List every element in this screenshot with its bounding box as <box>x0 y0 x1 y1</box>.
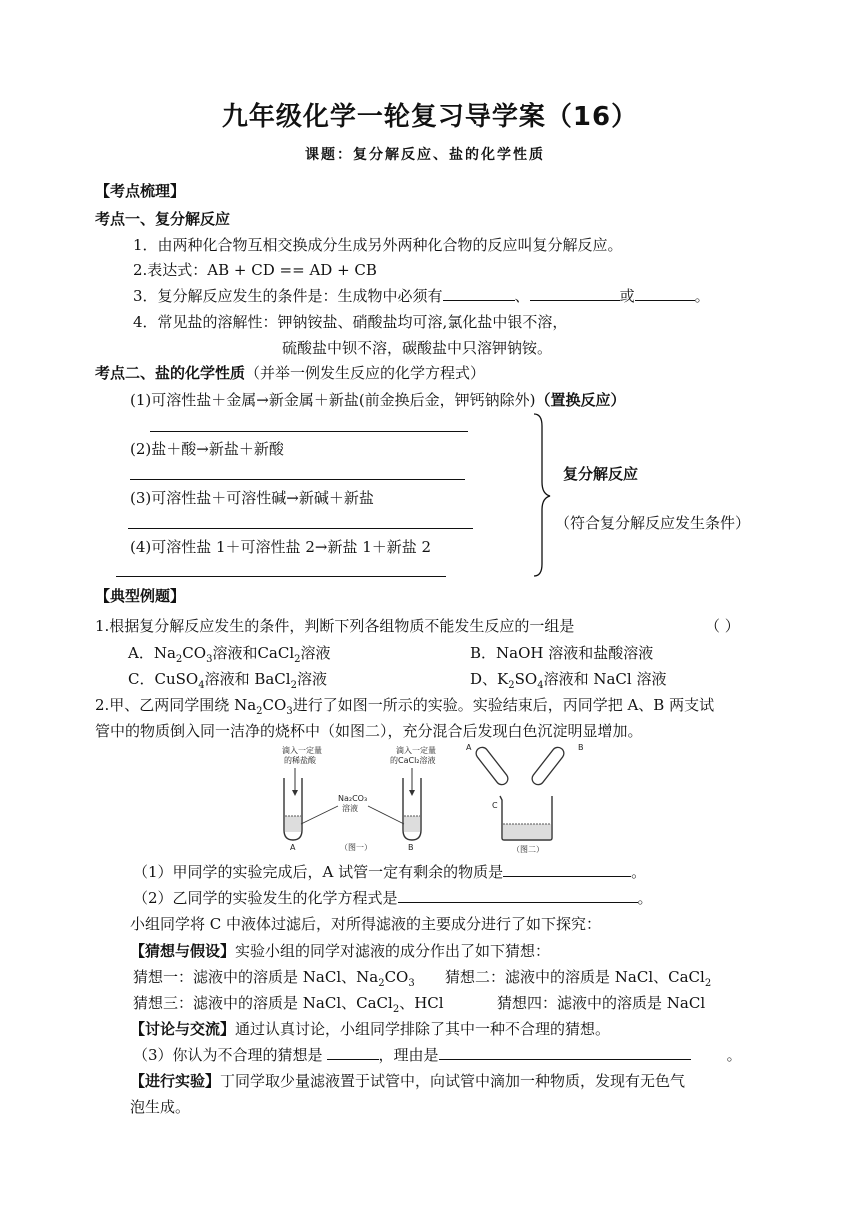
fig1-label-b-top1: 滴入一定量 <box>396 746 436 755</box>
answer-blank[interactable] <box>398 888 638 903</box>
guess-three: 猜想三：滤液中的溶质是 NaCl、CaCl$_2$、HCl <box>133 994 444 1015</box>
answer-blank[interactable] <box>635 286 695 301</box>
figure-two-beaker <box>462 740 612 856</box>
answer-blank[interactable] <box>503 862 631 877</box>
brace-note: （符合复分解反应发生条件） <box>555 514 751 532</box>
reaction-1: (1)可溶性盐＋金属→新金属＋新盐(前金换后金，钾钙钠除外)（置换反应） <box>130 391 626 409</box>
q2-stem-line2: 管中的物质倒入同一洁净的烧杯中（如图二），充分混合后发现白色沉淀明显增加。 <box>95 722 643 740</box>
reaction-3: (3)可溶性盐＋可溶性碱→新碱＋新盐 <box>130 489 374 507</box>
q2-hypothesis: 【猜想与假设】实验小组的同学对滤液的成分作出了如下猜想： <box>130 942 551 960</box>
brace-label: 复分解反应 <box>563 465 639 483</box>
point1-item4b: 硫酸盐中钡不溶，碳酸盐中只溶钾钠铵。 <box>282 339 553 357</box>
fig1-label-a-top1: 滴入一定量 <box>282 746 322 755</box>
point2-heading: 考点二、盐的化学性质（并举一例发生反应的化学方程式） <box>95 364 486 382</box>
point1-item4a: 4．常见盐的溶解性：钾钠铵盐、硝酸盐均可溶,氯化盐中银不溶， <box>133 313 568 331</box>
answer-line[interactable] <box>130 479 465 480</box>
q1-option-a: A．$Na_2CO_3$溶液和CaCl$_2$溶液 <box>128 644 331 665</box>
answer-blank[interactable] <box>443 286 515 301</box>
fig1-label-b-top2: 的CaCl₂溶液 <box>390 756 436 765</box>
guess-two: 猜想二：滤液中的溶质是 NaCl、CaCl$_2$ <box>445 968 712 989</box>
section-heading-examples: 【典型例题】 <box>95 587 186 605</box>
answer-line[interactable] <box>128 528 473 529</box>
q2-experiment: 【进行实验】丁同学取少量滤液置于试管中，向试管中滴加一种物质，发现有无色气 <box>130 1072 686 1090</box>
section-heading-review: 【考点梳理】 <box>95 182 186 200</box>
q2-sub2: （2）乙同学的实验发生的化学方程式是 。 <box>133 889 653 907</box>
q2-filter-text: 小组同学将 C 中液体过滤后，对所得滤液的主要成分进行了如下探究： <box>130 915 602 933</box>
guess-one: 猜想一：滤液中的溶质是 NaCl、$Na_2CO_3$ <box>133 968 415 989</box>
page-subtitle: 课题：复分解反应、盐的化学性质 <box>305 147 545 163</box>
q2-stem-line1: 2.甲、乙两同学围绕 $Na_2CO_3$进行了如图一所示的实验。实验结束后，丙同学把 A、B 两支试 <box>95 696 715 717</box>
answer-line[interactable] <box>150 431 468 432</box>
curly-brace <box>530 412 554 578</box>
answer-blank[interactable] <box>530 286 620 301</box>
reaction-4: (4)可溶性盐 1＋可溶性盐 2→新盐 1＋新盐 2 <box>130 538 432 556</box>
fig1-label-a-top2: 的稀盐酸 <box>284 756 316 765</box>
fig1-label-solution: 溶液 <box>342 804 358 813</box>
q1-answer-paren[interactable]: （ ） <box>705 617 740 635</box>
guess-four: 猜想四：滤液中的溶质是 NaCl <box>497 994 706 1012</box>
fig2-label-c: C <box>492 801 498 810</box>
answer-blank[interactable] <box>327 1045 379 1060</box>
fig2-label-b: B <box>578 743 584 752</box>
reaction-2: (2)盐＋酸→新盐＋新酸 <box>130 440 284 458</box>
q2-sub3: （3）你认为不合理的猜想是 ，理由是 。 <box>133 1046 742 1064</box>
q2-discussion: 【讨论与交流】通过认真讨论，小组同学排除了其中一种不合理的猜想。 <box>130 1020 611 1038</box>
q2-experiment-cont: 泡生成。 <box>130 1098 191 1116</box>
fig1-caption: （图一） <box>340 843 372 852</box>
fig1-label-a: A <box>290 843 296 852</box>
q1-option-b: B．NaOH 溶液和盐酸溶液 <box>470 644 654 662</box>
page-title: 九年级化学一轮复习导学案（16） <box>221 102 639 132</box>
q1-stem: 1.根据复分解反应发生的条件，判断下列各组物质不能发生反应的一组是 <box>95 617 575 635</box>
fig2-label-a: A <box>466 743 472 752</box>
fig1-label-na2co3: Na₂CO₃ <box>338 794 368 803</box>
q1-option-c: C．CuSO$_4$溶液和 BaCl$_2$溶液 <box>128 670 327 691</box>
point1-item2: 2.表达式：AB + CD == AD + CB <box>133 261 377 279</box>
answer-line[interactable] <box>116 576 446 577</box>
fig2-caption: （图二） <box>512 845 544 854</box>
q2-sub1: （1）甲同学的实验完成后，A 试管一定有剩余的物质是 。 <box>133 863 647 881</box>
point1-item3: 3．复分解反应发生的条件是：生成物中必须有 、 或 。 <box>133 287 710 305</box>
q1-option-d: D、$K_2SO_4$溶液和 NaCl 溶液 <box>470 670 667 691</box>
fig1-label-b: B <box>408 843 414 852</box>
point1-item1: 1．由两种化合物互相交换成分生成另外两种化合物的反应叫复分解反应。 <box>133 236 623 254</box>
point1-heading: 考点一、复分解反应 <box>95 210 231 228</box>
answer-blank[interactable] <box>439 1045 691 1060</box>
figure-one-test-tubes <box>268 744 458 856</box>
